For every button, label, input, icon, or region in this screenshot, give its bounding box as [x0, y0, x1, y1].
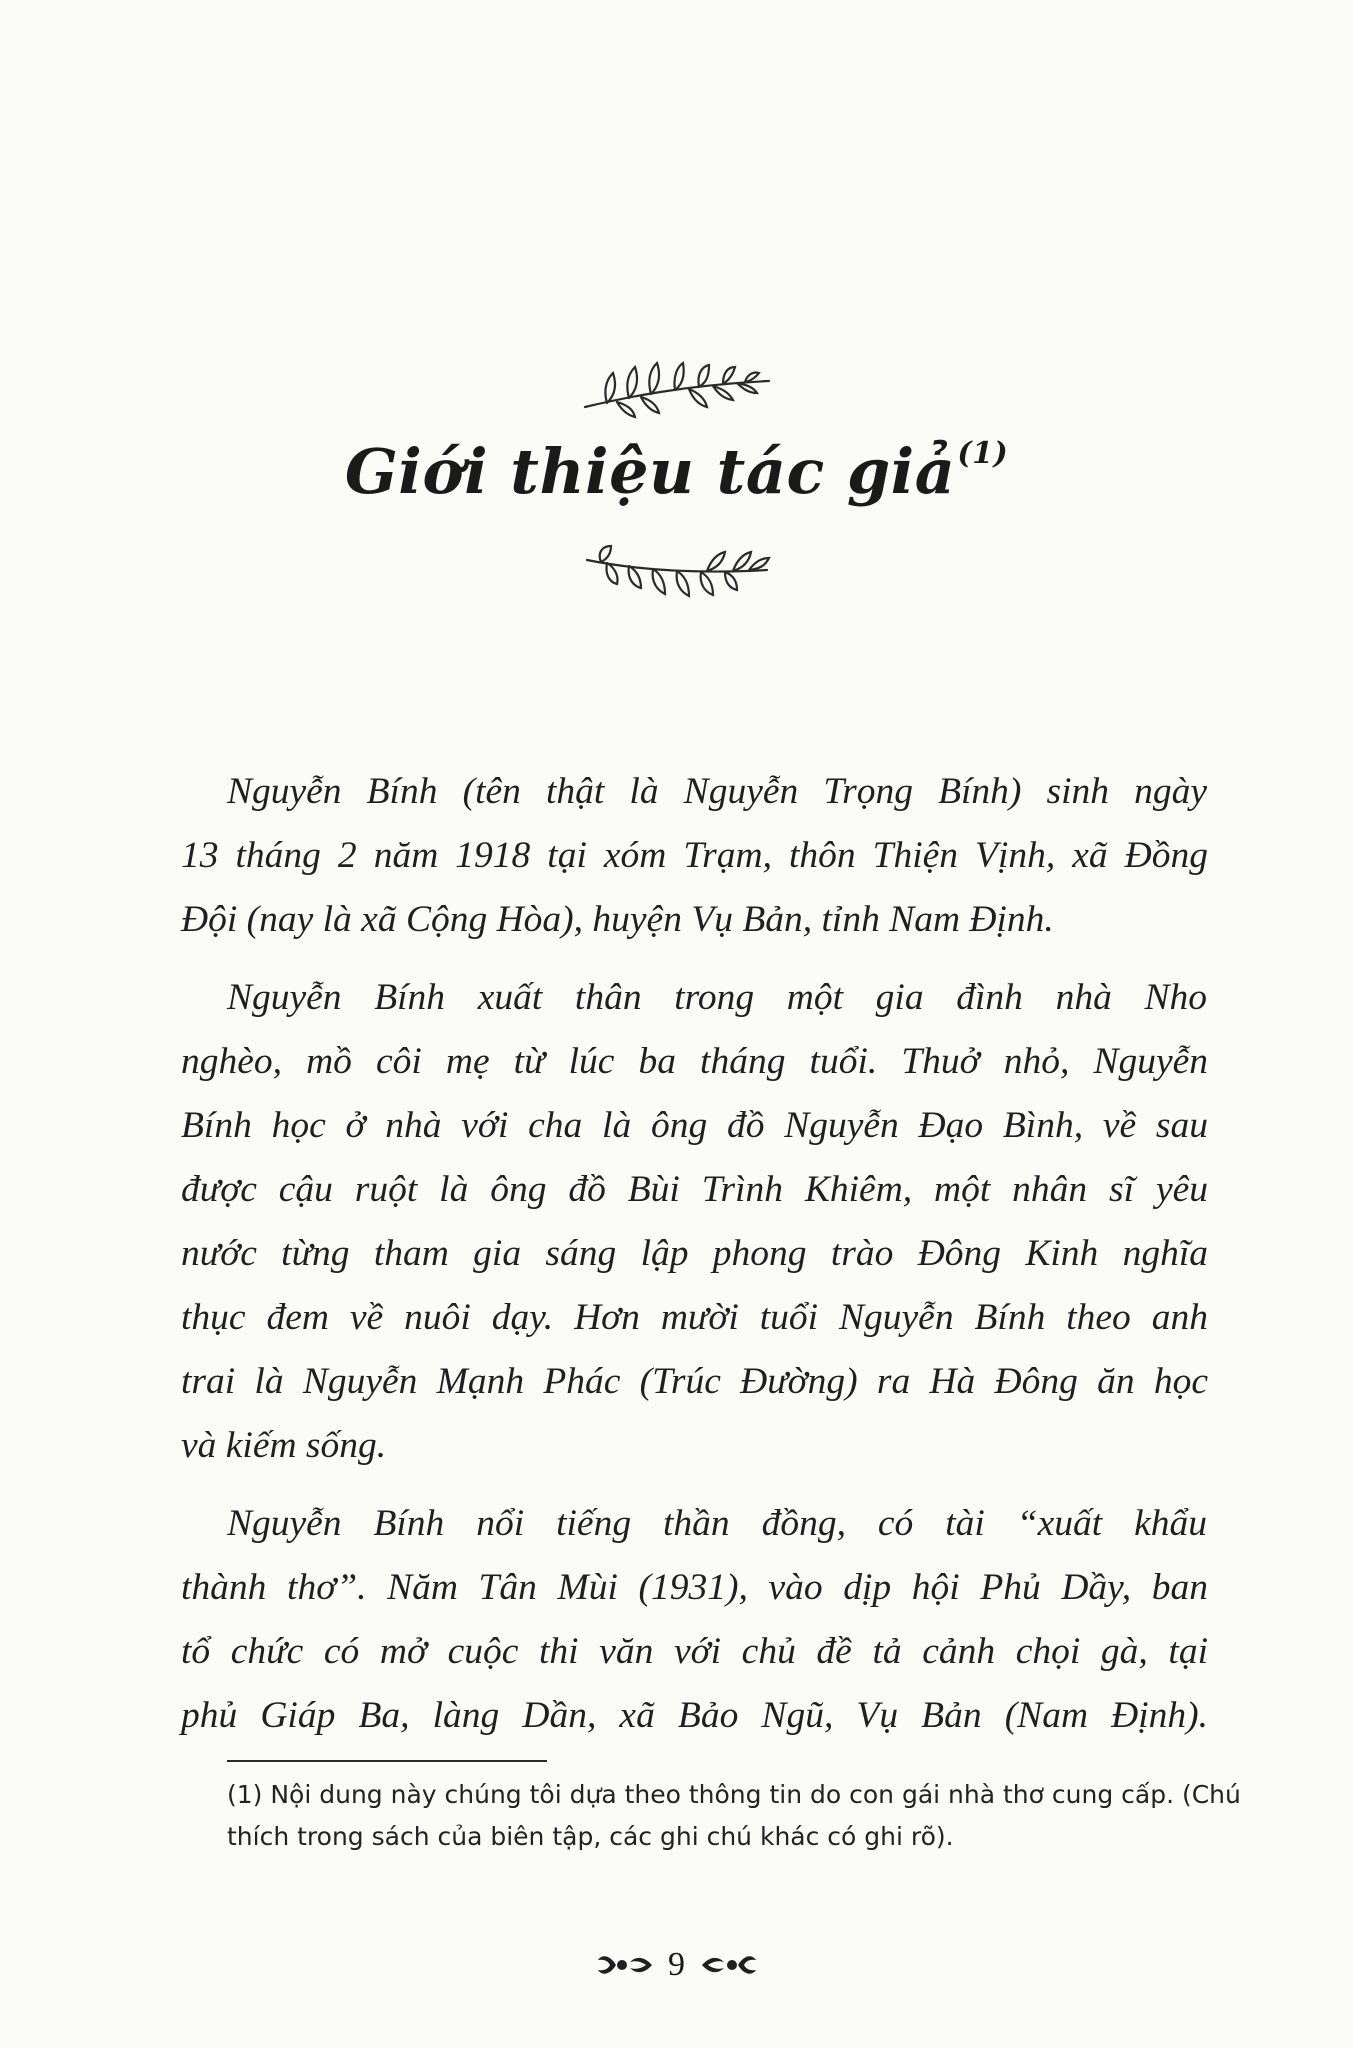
page-number-text: 9 — [668, 1946, 685, 1984]
text-line: nghèo, mồ côi mẹ từ lúc ba tháng tuổi. Thuở nhỏ, Nguyễn — [181, 1041, 1208, 1082]
leaf-branch-icon — [577, 540, 777, 610]
text-line: Nguyễn Bính (tên thật là Nguyễn Trọng Bính) sinh ngày — [227, 771, 1207, 812]
text-line: và kiếm sống. — [181, 1425, 387, 1466]
text-line: tổ chức có mở cuộc thi văn với chủ đề tả cảnh chọi gà, tại — [181, 1631, 1208, 1672]
text-line: Bính học ở nhà với cha là ông đồ Nguyễn Đạo Bình, về sau — [181, 1105, 1208, 1146]
footnote-divider — [227, 1760, 547, 1762]
text-line: Nguyễn Bính xuất thân trong một gia đình nhà Nho — [227, 977, 1207, 1018]
footnote-marker: (1) — [957, 436, 1009, 471]
title-text: Giới thiệu tác giả — [344, 435, 956, 508]
text-line: thành thơ”. Năm Tân Mùi (1931), vào dịp hội Phủ Dầy, ban — [181, 1567, 1208, 1608]
paragraph-2 — [181, 966, 1208, 1478]
article-body — [181, 760, 1208, 1762]
paragraph-3 — [181, 1492, 1208, 1748]
floral-flourish-icon — [596, 1950, 654, 1980]
text-line: trai là Nguyễn Mạnh Phác (Trúc Đường) ra Hà Đông ăn học — [181, 1361, 1208, 1402]
leaf-branch-icon — [577, 345, 777, 425]
page-number — [0, 1944, 1353, 1984]
footnote — [227, 1774, 1241, 1858]
text-line: thục đem về nuôi dạy. Hơn mười tuổi Nguyễn Bính theo anh — [181, 1297, 1208, 1338]
text-line: được cậu ruột là ông đồ Bùi Trình Khiêm, một nhân sĩ yêu — [181, 1169, 1208, 1210]
footnote-line: (1) Nội dung này chúng tôi dựa theo thông tin do con gái nhà thơ cung cấp. (Chú — [227, 1780, 1241, 1809]
text-line: phủ Giáp Ba, làng Dần, xã Bảo Ngũ, Vụ Bản (Nam Định). — [181, 1695, 1208, 1736]
text-line: Đội (nay là xã Cộng Hòa), huyện Vụ Bản, tỉnh Nam Định. — [181, 899, 1054, 940]
floral-flourish-icon — [700, 1950, 758, 1980]
page-title — [0, 435, 1353, 508]
footnote-line: thích trong sách của biên tập, các ghi chú khác có ghi rõ). — [227, 1822, 954, 1851]
paragraph-1 — [181, 760, 1208, 952]
text-line: 13 tháng 2 năm 1918 tại xóm Trạm, thôn Thiện Vịnh, xã Đồng — [181, 835, 1208, 876]
text-line: Nguyễn Bính nổi tiếng thần đồng, có tài “xuất khẩu — [227, 1503, 1207, 1544]
text-line: nước từng tham gia sáng lập phong trào Đông Kinh nghĩa — [181, 1233, 1208, 1274]
